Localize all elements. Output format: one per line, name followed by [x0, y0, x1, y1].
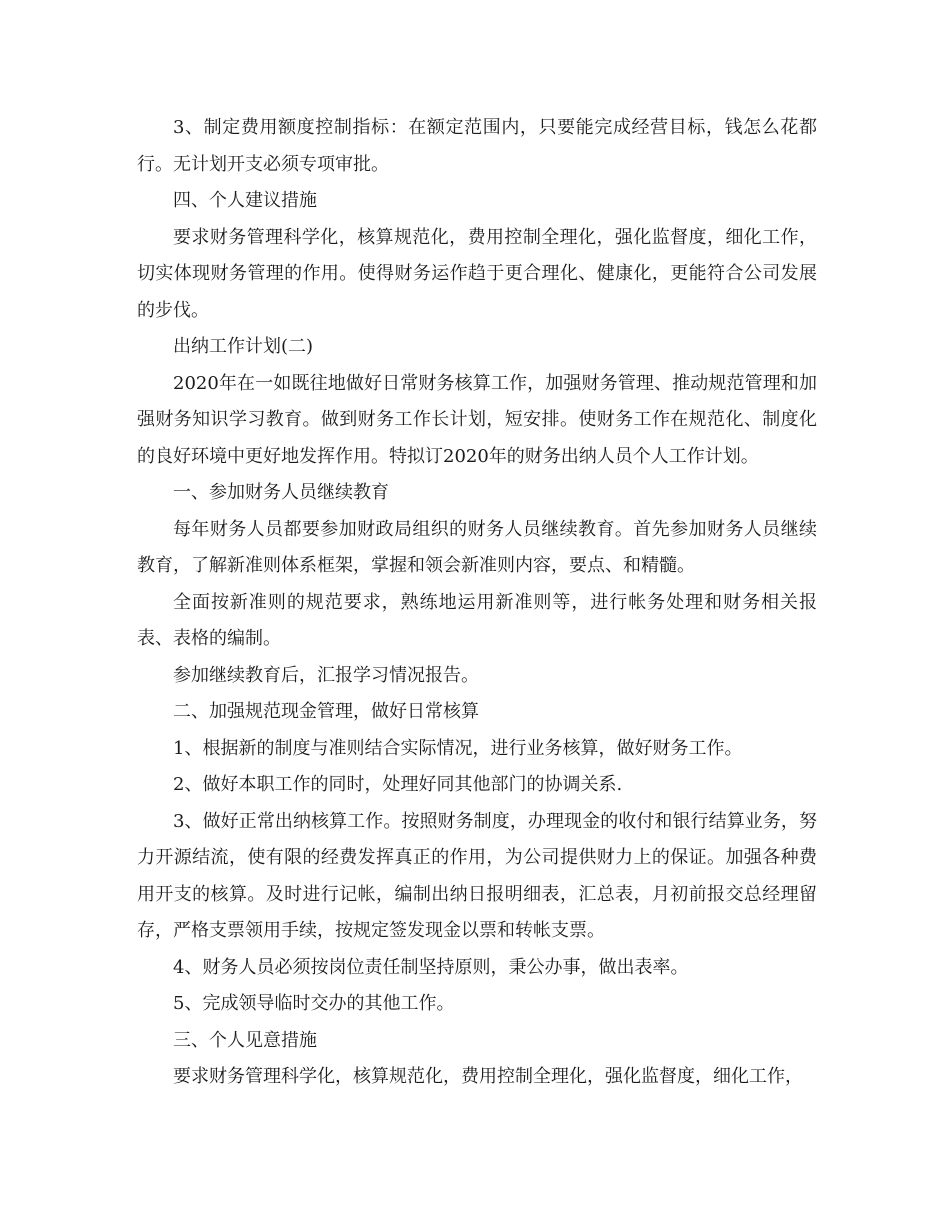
list-item: 3、做好正常出纳核算工作。按照财务制度，办理现金的收付和银行结算业务，努力开源结流，使有限的经费发挥真正的作用，为公司提供财力上的保证。加强各种费用开支的核算。及时进行记帐，编制出纳日报明细表，汇总表，月初前报交总经理留存，严格支票领用手续，按规定签发现金以票和转帐支票。: [137, 810, 817, 941]
list-item: 2、做好本职工作的同时，处理好同其他部门的协调关系.: [173, 774, 623, 795]
document-body: [137, 110, 817, 1096]
paragraph: 每年财务人员都要参加财政局组织的财务人员继续教育。首先参加财务人员继续教育，了解新准则体系框架，掌握和领会新准则内容，要点、和精髓。: [137, 518, 817, 576]
paragraph: 2020年在一如既往地做好日常财务核算工作，加强财务管理、推动规范管理和加强财务知识学习教育。做到财务工作长计划，短安排。使财务工作在规范化、制度化的良好环境中更好地发挥作用。特拟订2020年的财务出纳人员个人工作计划。: [137, 372, 817, 467]
paragraph: 参加继续教育后，汇报学习情况报告。: [173, 664, 479, 686]
paragraph: 要求财务管理科学化，核算规范化，费用控制全理化，强化监督度，细化工作，切实体现财务管理的作用。使得财务运作趋于更合理化、健康化，更能符合公司发展的步伐。: [137, 226, 817, 321]
document-subtitle: 出纳工作计划(二): [173, 336, 314, 357]
section-heading: 三、个人见意措施: [173, 1029, 317, 1051]
section-heading: 四、个人建议措施: [173, 190, 317, 211]
list-item: 5、完成领导临时交办的其他工作。: [173, 993, 455, 1014]
list-item: 1、根据新的制度与准则结合实际情况，进行业务核算，做好财务工作。: [173, 737, 743, 759]
section-heading: 二、加强规范现金管理，做好日常核算: [173, 701, 479, 722]
list-item: 4、财务人员必须按岗位责任制坚持原则，秉公办事，做出表率。: [173, 956, 689, 978]
section-heading: 一、参加财务人员继续教育: [173, 482, 389, 503]
paragraph: 全面按新准则的规范要求，熟练地运用新准则等，进行帐务处理和财务相关报表、表格的编制。: [137, 591, 817, 649]
paragraph: 要求财务管理科学化，核算规范化，费用控制全理化，强化监督度，细化工作，: [173, 1066, 803, 1087]
paragraph: 3、制定费用额度控制指标：在额定范围内，只要能完成经营目标，钱怎么花都行。无计划开支必须专项审批。: [137, 117, 817, 175]
